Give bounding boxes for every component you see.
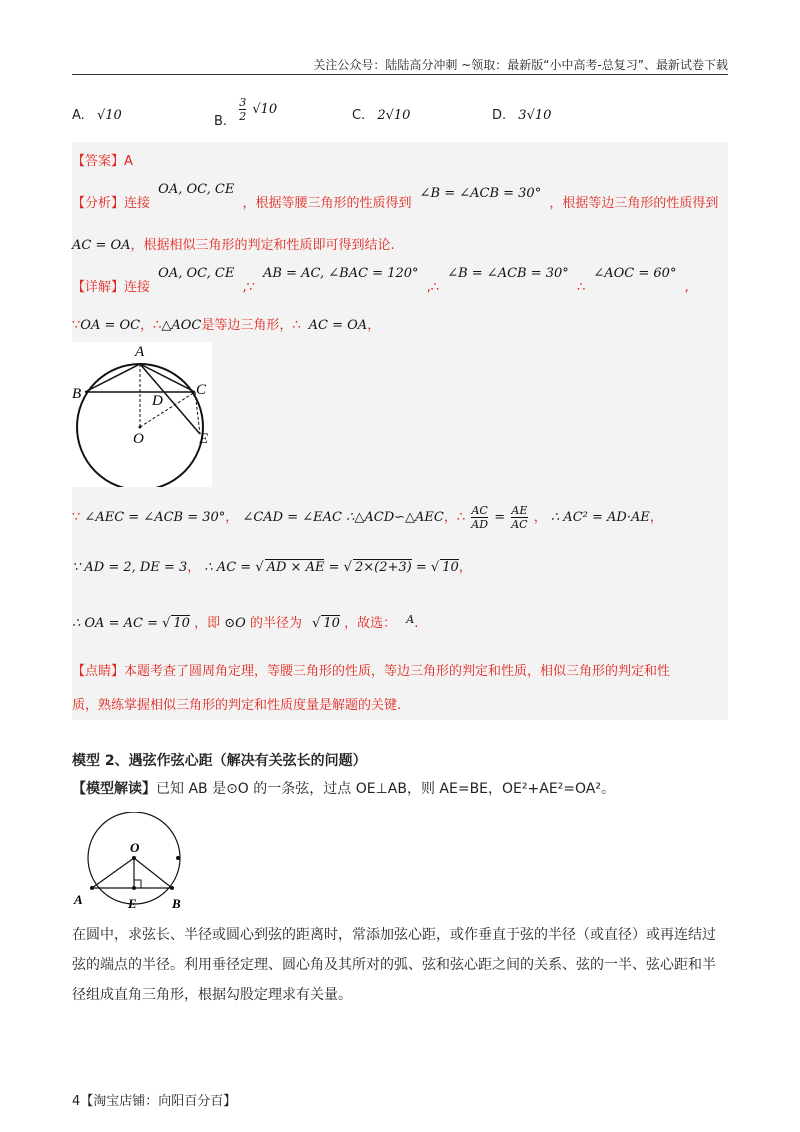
label-A2: A	[74, 892, 83, 907]
option-d-value: 3√10	[518, 108, 552, 123]
label-D: D	[152, 393, 163, 409]
comment-line-2: 质，熟练掌握相似三角形的判定和性质度量是解题的关键.	[72, 698, 402, 713]
answer-line: 【答案】A	[72, 154, 133, 169]
label-O: O	[133, 431, 144, 447]
label-O2: O	[130, 840, 140, 855]
option-c-value: 2√10	[377, 108, 411, 123]
comment-line-1: 【点睛】本题考查了圆周角定理，等腰三角形的性质，等边三角形的判定和性质，相似三角形的判定和性	[72, 664, 671, 679]
option-a-value: √10	[96, 108, 122, 123]
proof-line-1: ∵ ∠AEC = ∠ACB = 30°， ∠CAD = ∠EAC ∴△ACD∽△AEC，∴ $\frac{AC}{AD}$ = $\frac{AE}{AC}$ ， ∴ AC² = AD·AE，	[72, 504, 663, 531]
circle-diagram-1	[72, 342, 212, 487]
model-reading-line: 【模型解读】已知 AB 是⊙O 的一条弦，过点 OE⊥AB，则 AE=BE，OE²+AE²=OA²。	[72, 781, 615, 797]
option-b-fraction: $\frac{3}{2}$	[239, 96, 247, 123]
page-footer: 4【淘宝店铺：向阳百分百】	[72, 1094, 237, 1109]
label-E2: E	[128, 896, 137, 911]
option-a: A. √10	[72, 108, 122, 123]
label-A: A	[135, 344, 145, 360]
proof-line-2: ∵ AD = 2, DE = 3， ∴ AC = √ AD × AE = √ 2×(2+3) = √ 10，	[72, 560, 472, 575]
label-B2: B	[172, 896, 181, 911]
analysis-line-1: 【分析】连接 OA, OC, CE ，根据等腰三角形的性质得到 ∠B = ∠ACB = 30° ，根据等边三角形的性质得到	[72, 182, 719, 211]
option-b: B. $\frac{3}{2}$ √10	[214, 96, 278, 129]
label-E: E	[199, 431, 209, 447]
section-title: 模型 2、遇弦作弦心距（解决有关弦长的问题）	[72, 753, 367, 769]
option-d: D. 3√10	[492, 108, 552, 123]
option-c: C. 2√10	[352, 108, 411, 123]
analysis-line-2: AC = OA，根据相似三角形的判定和性质即可得到结论.	[72, 238, 395, 253]
label-B: B	[72, 386, 82, 402]
circle-diagram-2	[72, 812, 192, 912]
detail-line-1: 【详解】连接 OA, OC, CE ,∵ AB = AC, ∠BAC = 120° ,∴ ∠B = ∠ACB = 30° ∴ ∠AOC = 60° ,	[72, 266, 689, 295]
detail-line-2: ∵OA = OC，∴△AOC是等边三角形，∴ AC = OA，	[72, 318, 381, 333]
circle-figure-2	[72, 812, 192, 916]
label-C: C	[196, 382, 207, 398]
model-explanation: 在圆中，求弦长、半径或圆心到弦的距离时，常添加弦心距，或作垂直于弦的半径（或直径）或再连结过 弦的端点的半径。利用垂径定理、圆心角及其所对的弧、弦和弦心距之间的关系、弦的一半、弦心距和半 径组成直角三角形，根据勾股定理求有关量。	[72, 927, 716, 1003]
option-b-value: √10	[252, 102, 278, 117]
circle-figure-1	[72, 342, 212, 487]
page-header: 关注公众号：陆陆高分冲刺 ~领取：最新版“小中高考-总复习”、最新试卷下载	[72, 56, 728, 75]
proof-line-3: ∴ OA = AC = √ 10 ，即 ⊙O 的半径为 √ 10 ，故选： $^A$.	[72, 613, 419, 631]
